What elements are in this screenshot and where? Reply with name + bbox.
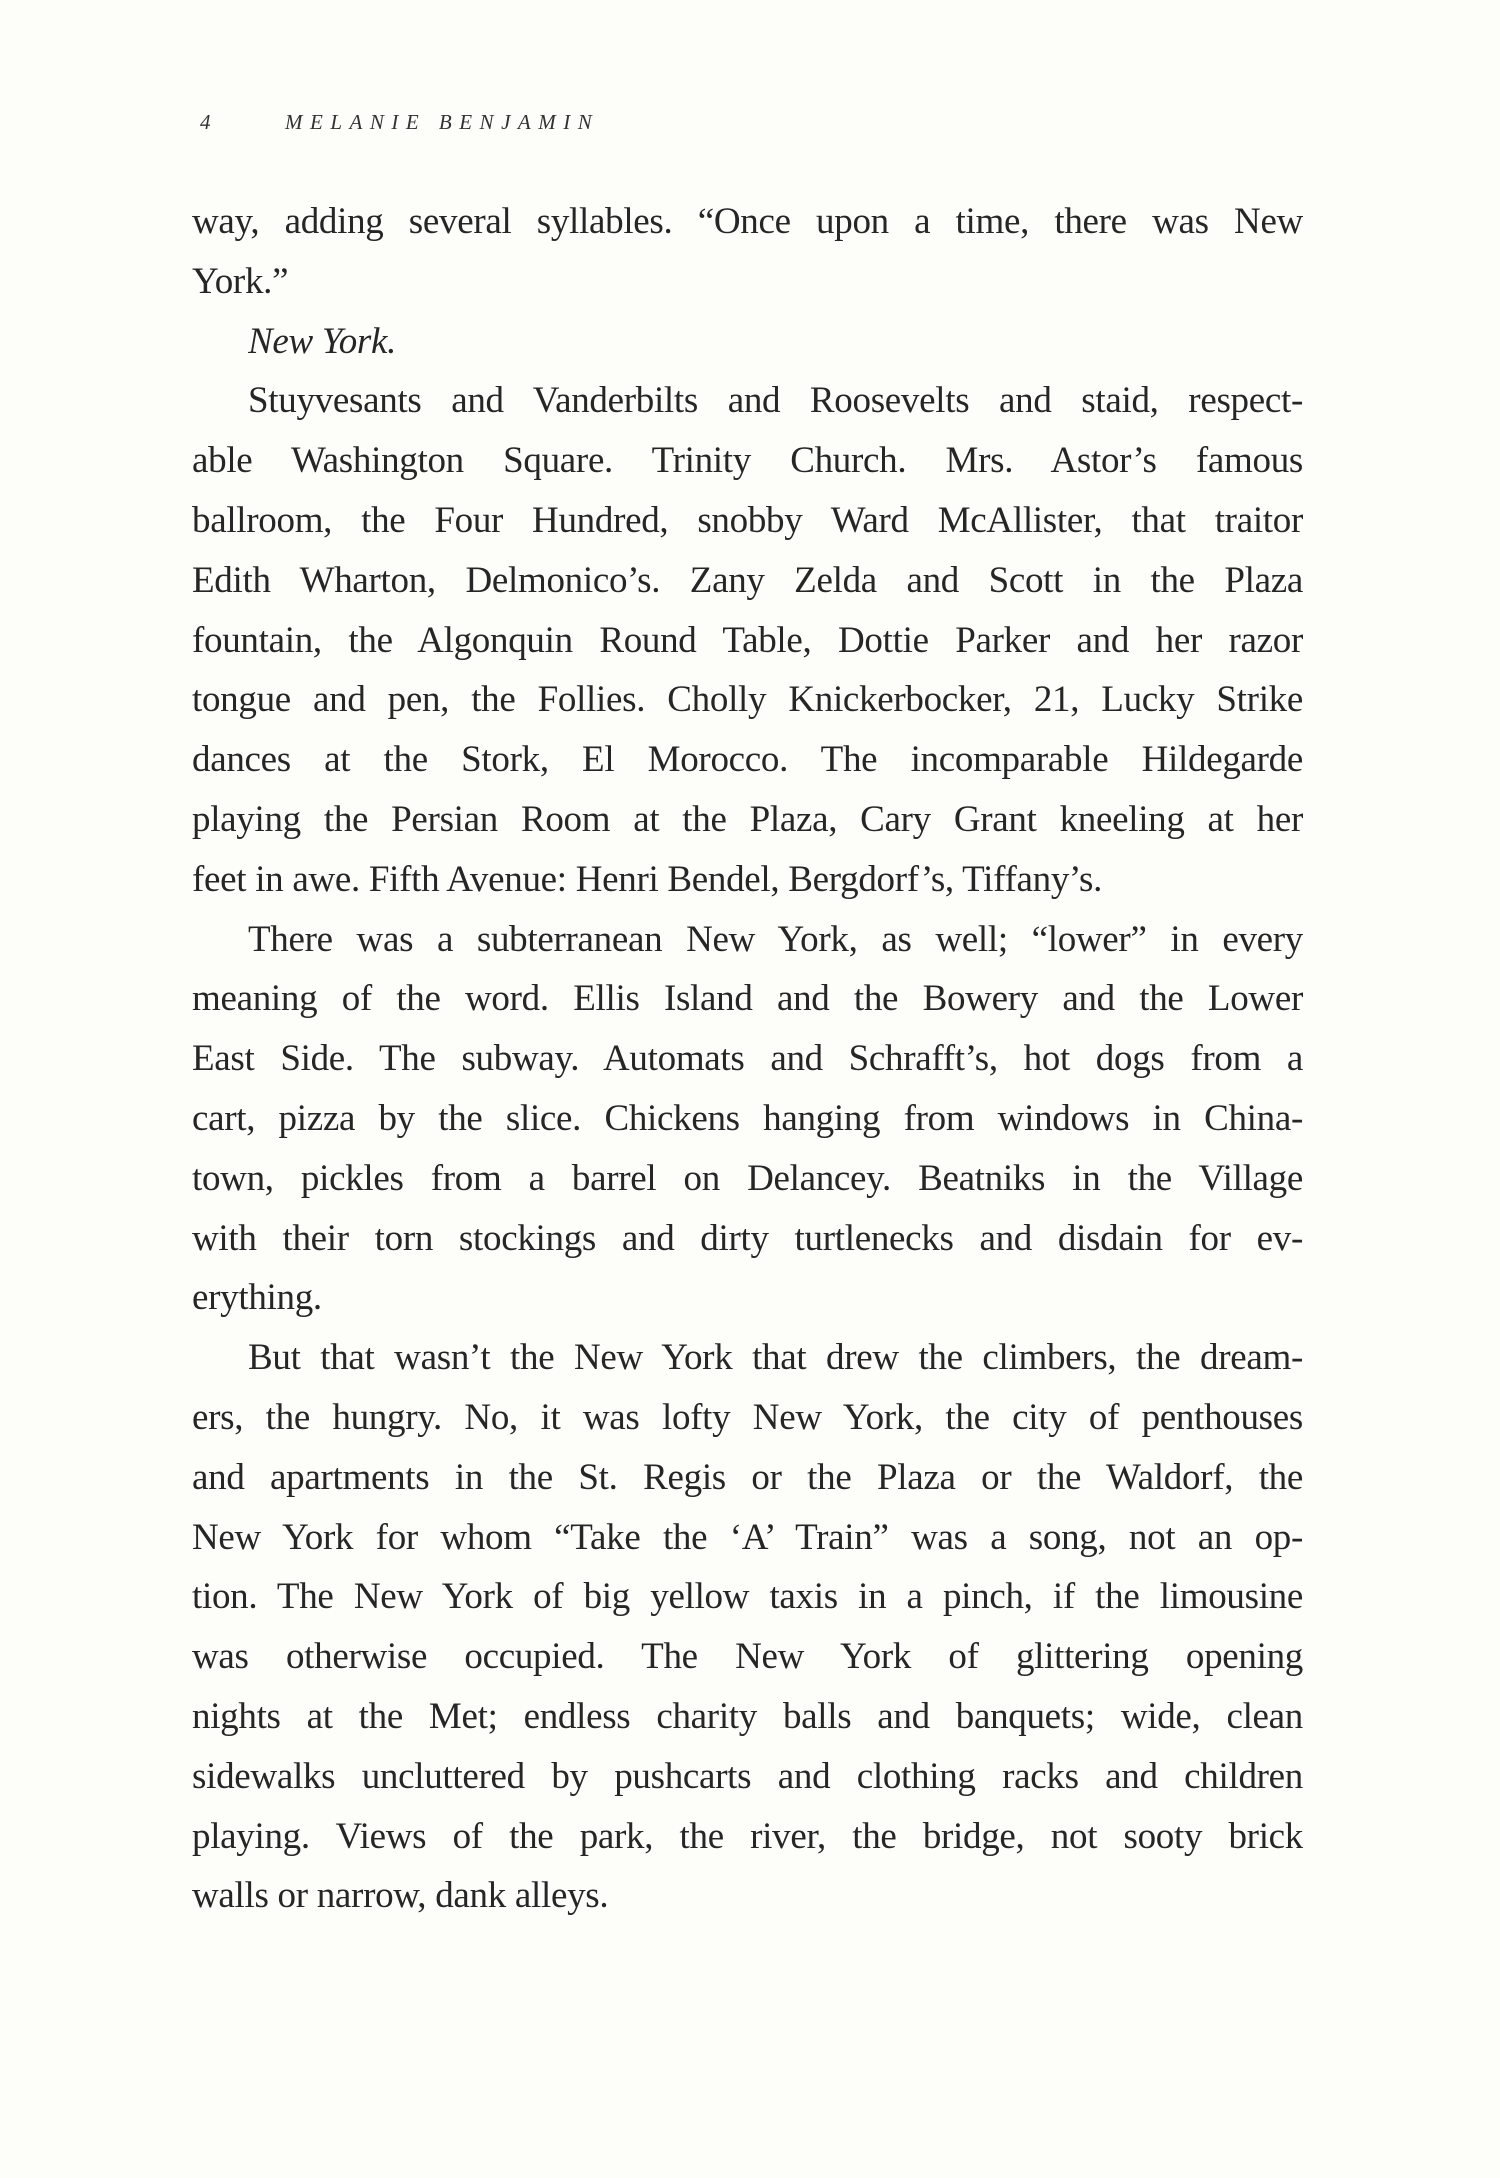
text-line: feet in awe. Fifth Avenue: Henri Bendel, Bergdorf’s, Tiffany’s. (192, 858, 1103, 900)
text-line: nights at the Met; endless charity balls and banquets; wide, clean (192, 1696, 1303, 1737)
text-line: playing the Persian Room at the Plaza, Cary Grant kneeling at her (192, 799, 1303, 840)
text-line: East Side. The subway. Automats and Schrafft’s, hot dogs from a (192, 1038, 1303, 1080)
text-line: erything. (192, 1277, 322, 1319)
text-line: Stuyvesants and Vanderbilts and Roosevelts and staid, respect- (248, 380, 1303, 422)
text-line: town, pickles from a barrel on Delancey. Beatniks in the Village (192, 1157, 1303, 1199)
text-line: playing. Views of the park, the river, the bridge, not sooty brick (192, 1815, 1303, 1857)
text-line: New York. (248, 320, 397, 362)
text-line: But that wasn’t the New York that drew the climbers, the dream- (248, 1337, 1303, 1379)
page-number: 4 (200, 110, 211, 134)
text-line: dances at the Stork, El Morocco. The incomparable Hildegarde (192, 739, 1303, 781)
running-head: MELANIE BENJAMIN (285, 110, 600, 134)
text-line: ballroom, the Four Hundred, snobby Ward McAllister, that traitor (192, 500, 1303, 541)
text-line: walls or narrow, dank alleys. (192, 1875, 609, 1917)
text-line: fountain, the Algonquin Round Table, Dottie Parker and her razor (192, 619, 1303, 661)
text-line: with their torn stockings and dirty turtlenecks and disdain for ev- (192, 1217, 1303, 1259)
text-line: York.” (192, 260, 289, 302)
text-line: tongue and pen, the Follies. Cholly Knickerbocker, 21, Lucky Strike (192, 679, 1303, 721)
text-line: ers, the hungry. No, it was lofty New York, the city of penthouses (192, 1397, 1303, 1438)
text-line: New York for whom “Take the ‘A’ Train” was a song, not an op- (192, 1516, 1303, 1558)
text-line: meaning of the word. Ellis Island and the Bowery and the Lower (192, 978, 1303, 1020)
text-line: way, adding several syllables. “Once upon a time, there was New (192, 201, 1303, 242)
text-line: cart, pizza by the slice. Chickens hanging from windows in China- (192, 1098, 1303, 1139)
text-line: tion. The New York of big yellow taxis in a pinch, if the limousine (192, 1576, 1303, 1618)
text-line: Edith Wharton, Delmonico’s. Zany Zelda and Scott in the Plaza (192, 559, 1303, 601)
text-line: sidewalks uncluttered by pushcarts and clothing racks and children (192, 1755, 1303, 1797)
text-line: able Washington Square. Trinity Church. Mrs. Astor’s famous (192, 440, 1303, 482)
text-line: and apartments in the St. Regis or the Plaza or the Waldorf, the (192, 1456, 1303, 1498)
text-line: was otherwise occupied. The New York of glittering opening (192, 1636, 1303, 1678)
text-line: There was a subterranean New York, as well; “lower” in every (248, 918, 1303, 960)
